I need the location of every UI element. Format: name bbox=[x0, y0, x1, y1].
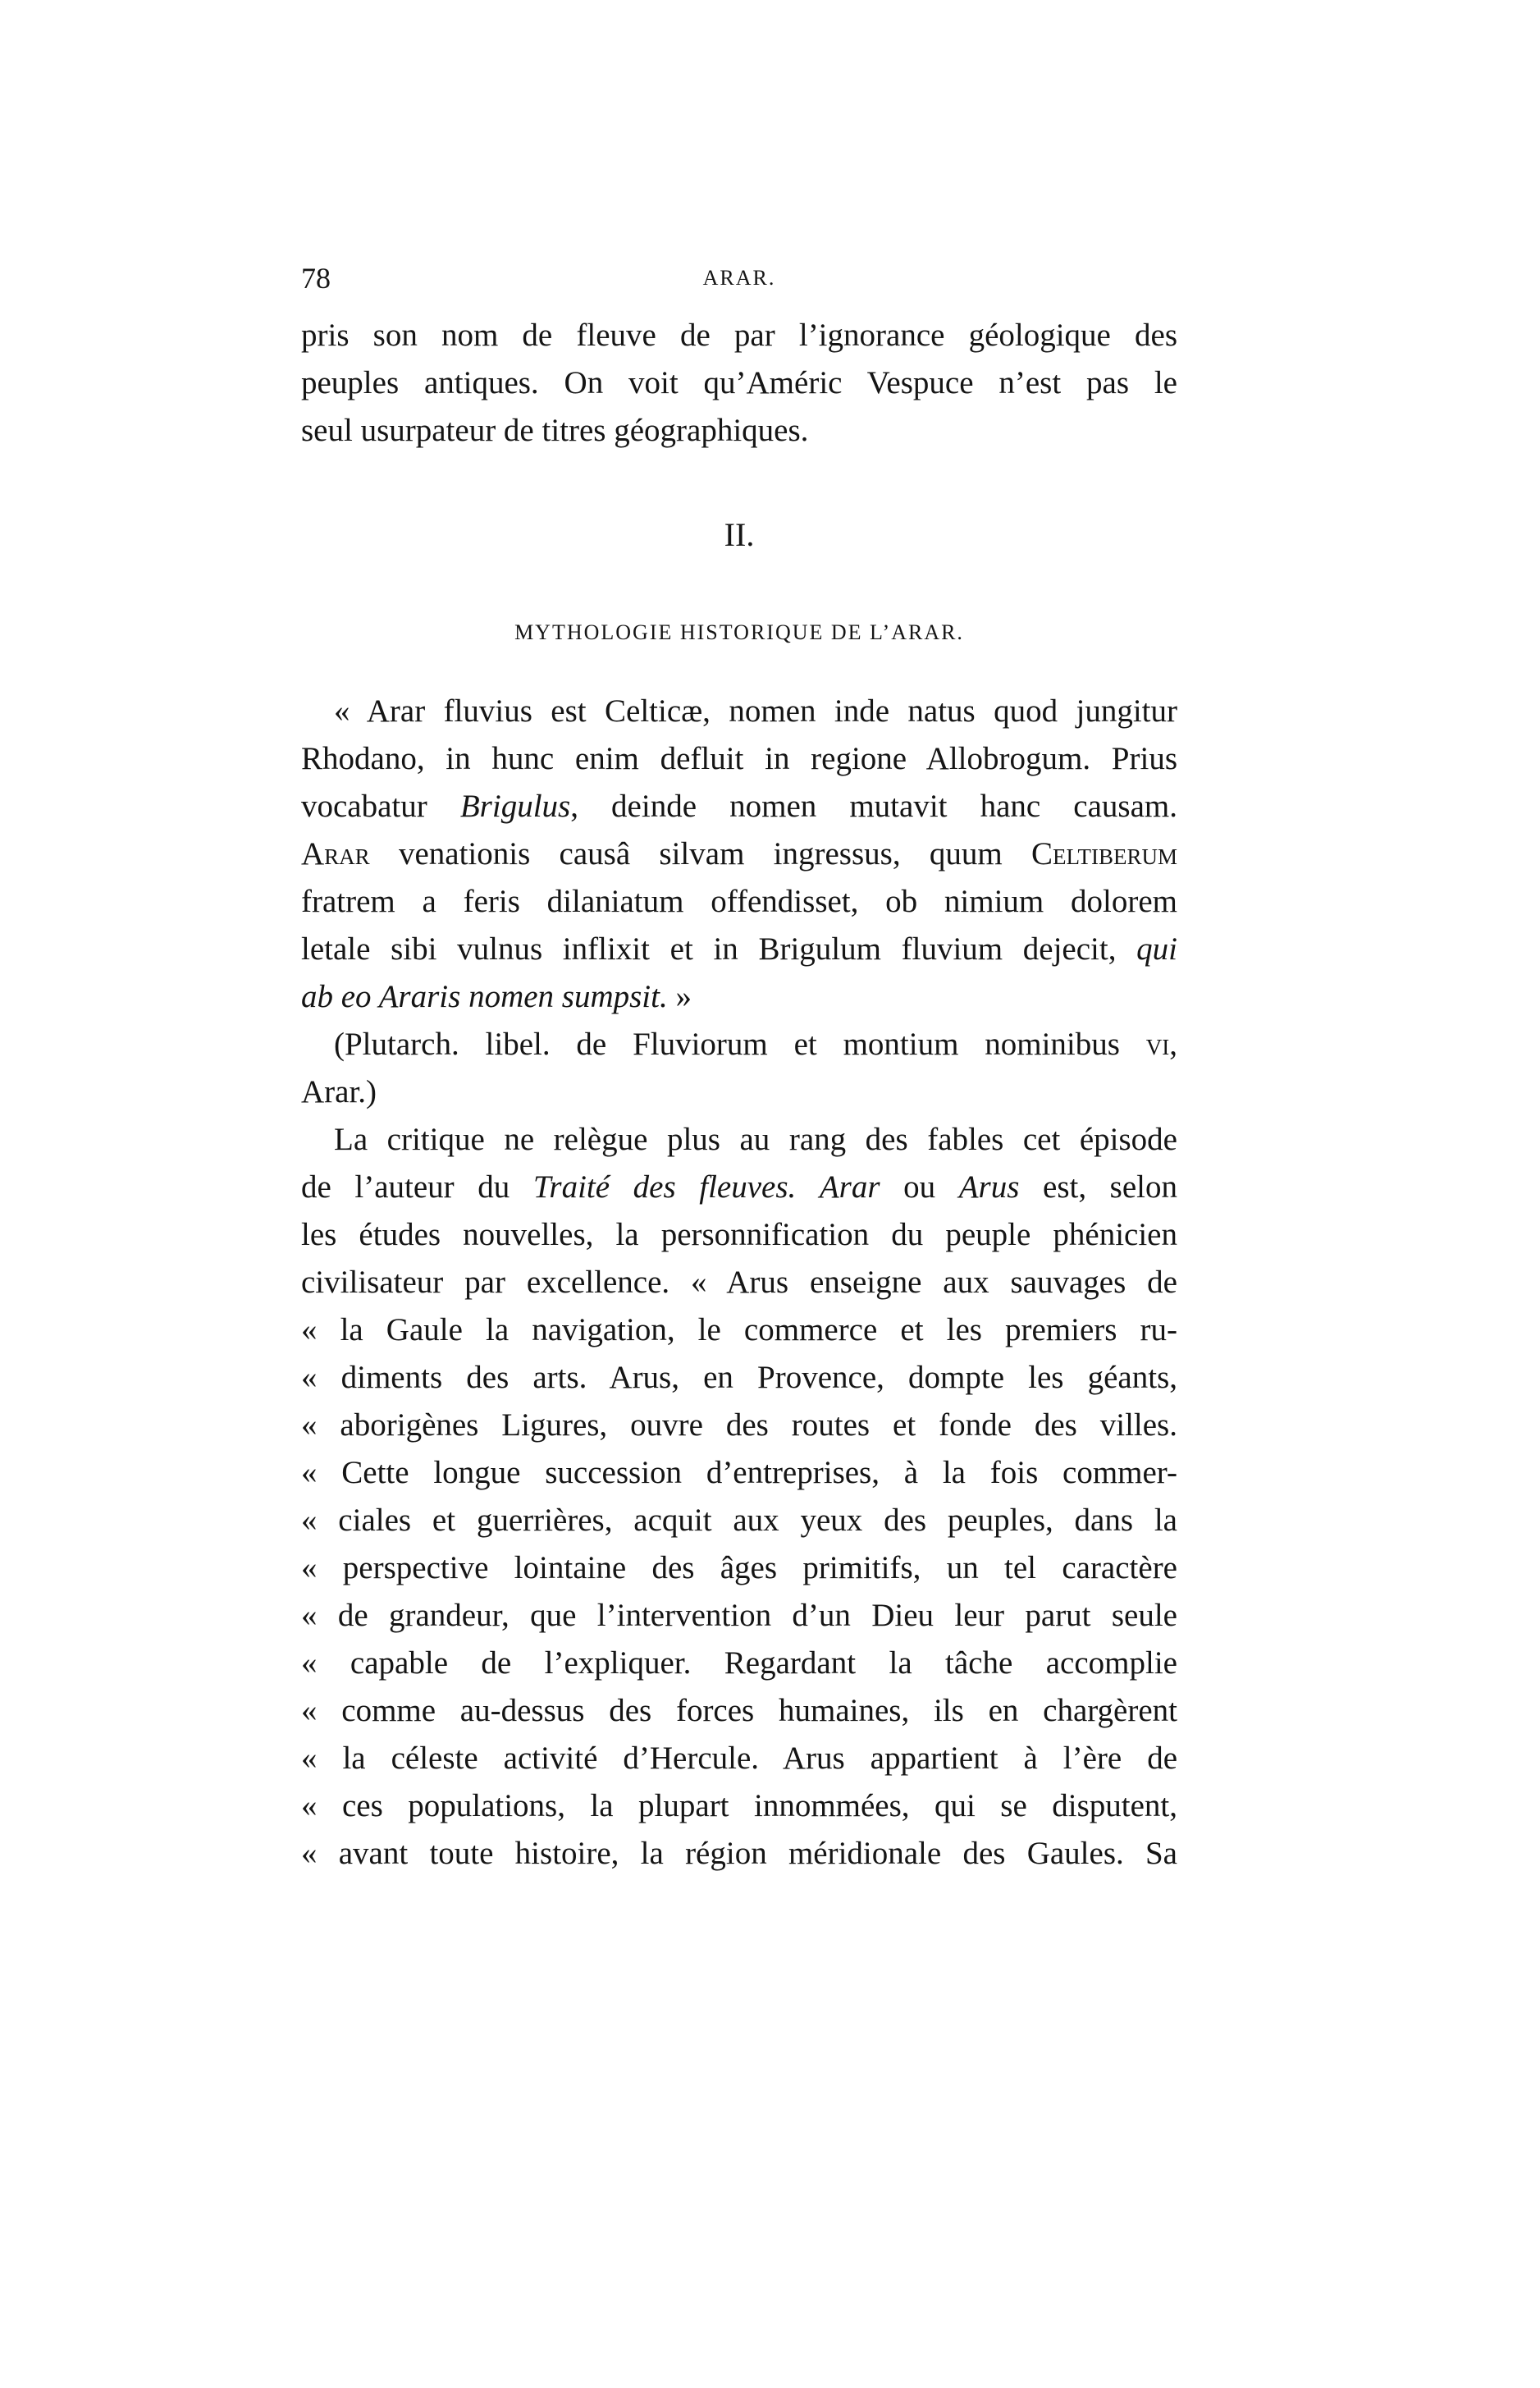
section-title: MYTHOLOGIE HISTORIQUE DE L’ARAR. bbox=[514, 620, 964, 644]
text-line bbox=[301, 1021, 1177, 1068]
text-line: « la céleste activité d’Hercule. Arus appartient à l’ère de bbox=[301, 1741, 1177, 1776]
text-line: « Arar fluvius est Celticæ, nomen inde natus quod jungitur bbox=[334, 693, 1177, 729]
text-run: , deinde nomen mutavit hanc causam. bbox=[570, 789, 1177, 824]
text-line: « de grandeur, que l’intervention d’un Dieu leur parut seule bbox=[301, 1598, 1177, 1633]
text-line: Rhodano, in hunc enim defluit in regione Allobrogum. Prius bbox=[301, 741, 1177, 776]
text-line: « comme au-dessus des forces humaines, ils en chargèrent bbox=[301, 1693, 1177, 1728]
text-run: venationis causâ silvam ingressus, quum bbox=[369, 836, 1031, 871]
section-number: II. bbox=[724, 516, 755, 553]
running-title: ARAR. bbox=[702, 266, 776, 290]
intro-paragraph bbox=[301, 312, 1177, 455]
text-line: « aborigènes Ligures, ouvre des routes et fonde des villes. bbox=[301, 1407, 1177, 1443]
text-line: La critique ne relègue plus au rang des fables cet épisode bbox=[334, 1122, 1177, 1157]
page-header bbox=[301, 261, 1177, 302]
text-run: est, selon bbox=[1019, 1169, 1177, 1205]
text-line: civilisateur par excellence. « Arus enseigne aux sauvages de bbox=[301, 1265, 1177, 1300]
text-line bbox=[301, 830, 1177, 878]
text-run: ou bbox=[880, 1169, 959, 1205]
text-line: « ces populations, la plupart innommées, qui se disputent, bbox=[301, 1788, 1177, 1823]
italic-name: Arus bbox=[958, 1169, 1020, 1205]
page-number: 78 bbox=[301, 262, 331, 295]
text-line bbox=[301, 973, 1177, 1021]
italic-text: qui bbox=[1136, 931, 1177, 967]
italic-title: Traité des fleuves. bbox=[532, 1169, 797, 1205]
text-run: (Plutarch. libel. de Fluviorum et montium nominibus bbox=[334, 1027, 1146, 1062]
italic-text: nomen sumpsit. bbox=[468, 979, 668, 1014]
text-run bbox=[796, 1169, 820, 1205]
text-line: « capable de l’expliquer. Regardant la tâche accomplie bbox=[301, 1645, 1177, 1681]
text-line bbox=[301, 926, 1177, 973]
italic-name: Araris bbox=[378, 979, 461, 1014]
text-line: « diments des arts. Arus, en Provence, dompte les géants, bbox=[301, 1360, 1177, 1395]
text-line: seul usurpateur de titres géographiques. bbox=[301, 413, 809, 448]
text-run: vocabatur bbox=[301, 789, 460, 824]
small-caps-name: Arar bbox=[301, 836, 370, 871]
latin-quote bbox=[301, 688, 1177, 1021]
text-line: « avant toute histoire, la région méridionale des Gaules. Sa bbox=[301, 1836, 1177, 1871]
text-run: de l’auteur du bbox=[301, 1169, 533, 1205]
text-line bbox=[301, 783, 1177, 830]
text-run: letale sibi vulnus inflixit et in Brigulum fluvium dejecit, bbox=[301, 931, 1137, 967]
text-line bbox=[301, 1164, 1177, 1211]
small-caps-name: Celtiberum bbox=[1030, 836, 1177, 871]
text-line: « perspective lointaine des âges primitifs, un tel caractère bbox=[301, 1550, 1177, 1585]
text-line: fratrem a feris dilaniatum offendisset, ob nimium dolorem bbox=[301, 884, 1177, 919]
citation bbox=[301, 1021, 1177, 1116]
text-line: les études nouvelles, la personnification du peuple phénicien bbox=[301, 1217, 1177, 1252]
text-line: « ciales et guerrières, acquit aux yeux des peuples, dans la bbox=[301, 1503, 1177, 1538]
text-run: » bbox=[667, 979, 692, 1014]
italic-text bbox=[460, 979, 468, 1014]
text-run: , bbox=[1169, 1027, 1177, 1062]
text-line: « la Gaule la navigation, le commerce et les premiers ru- bbox=[301, 1312, 1177, 1347]
body-paragraph bbox=[301, 1116, 1177, 1878]
text-line: « Cette longue succession d’entreprises, à la fois commer- bbox=[301, 1455, 1177, 1490]
italic-name: Brigulus bbox=[459, 789, 571, 824]
italic-text: ab eo bbox=[301, 979, 379, 1014]
text-line: Arar.) bbox=[301, 1074, 377, 1109]
italic-name: Arar bbox=[819, 1169, 880, 1205]
text-line: pris son nom de fleuve de par l’ignorance géologique des bbox=[301, 318, 1177, 353]
text-line: peuples antiques. On voit qu’Améric Vespuce n’est pas le bbox=[301, 365, 1177, 400]
small-caps-numeral: vi bbox=[1145, 1027, 1170, 1062]
